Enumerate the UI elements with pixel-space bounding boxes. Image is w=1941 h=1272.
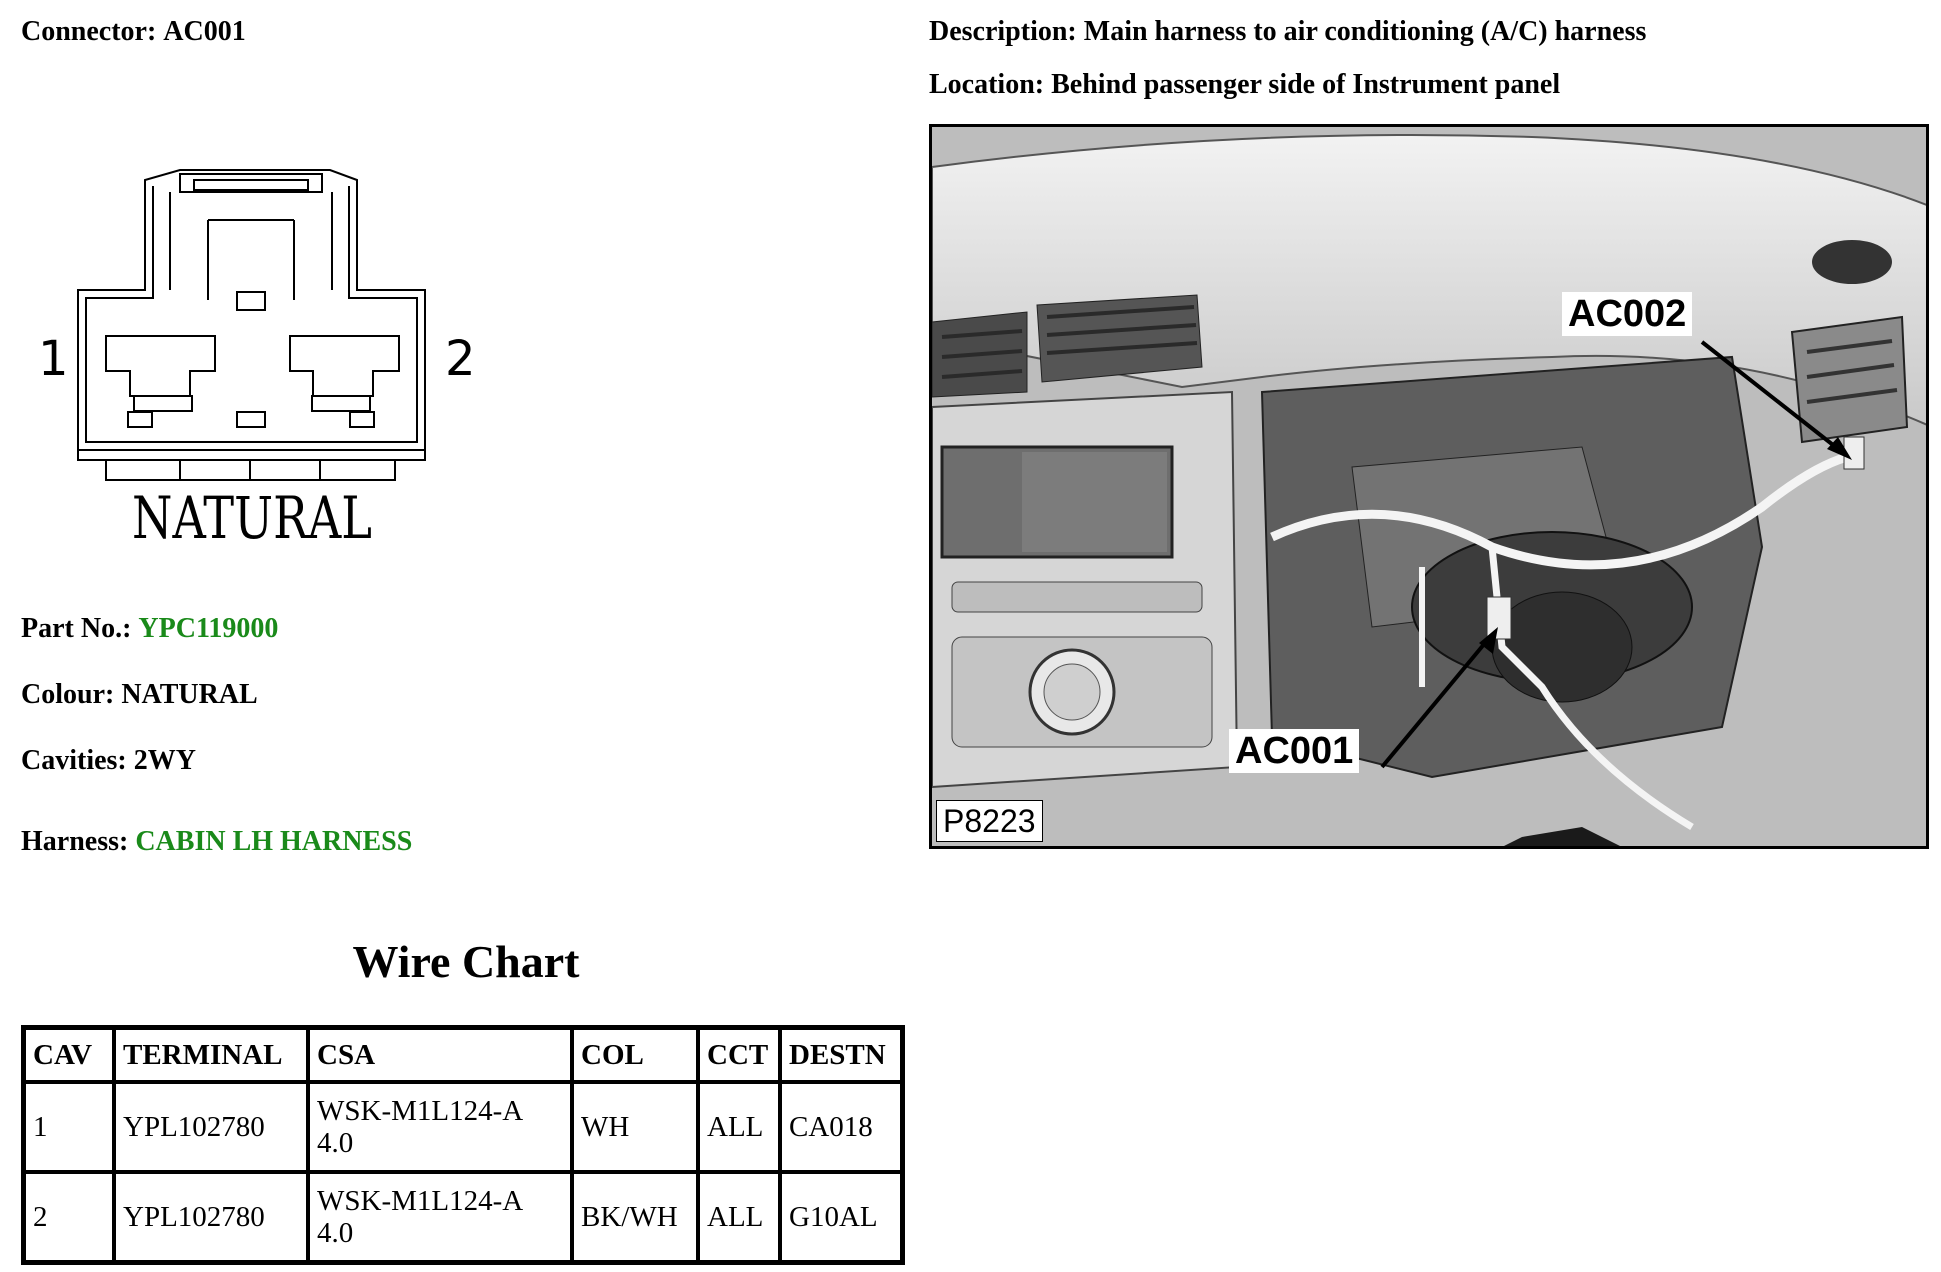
harness-line: [21, 826, 412, 858]
connector-value: AC001: [163, 16, 246, 47]
description-value: Main harness to air conditioning (A/C) harness: [1083, 16, 1647, 47]
col-header-terminal: TERMINAL: [114, 1028, 308, 1082]
cell-destn: CA018: [780, 1082, 902, 1172]
connector-line: [21, 16, 246, 48]
table-row: [24, 1172, 902, 1262]
cell-cct: ALL: [698, 1082, 780, 1172]
cell-terminal: YPL102780: [114, 1082, 308, 1172]
part-number-line: [21, 613, 278, 645]
cavities-line: [21, 745, 196, 777]
table-header-row: [24, 1028, 902, 1082]
cell-csa: WSK-M1L124-A 4.0: [308, 1172, 572, 1262]
instrument-panel-illustration: [932, 127, 1929, 849]
callout-ac001: AC001: [1229, 729, 1359, 773]
diagram-colour-caption: NATURAL: [132, 484, 372, 550]
col-header-cav: CAV: [24, 1028, 114, 1082]
harness-link[interactable]: CABIN LH HARNESS: [135, 826, 413, 857]
cell-cav: 2: [24, 1172, 114, 1262]
col-header-destn: DESTN: [780, 1028, 902, 1082]
connector-label: Connector:: [21, 16, 157, 47]
cell-cav: 1: [24, 1082, 114, 1172]
description-label: Description:: [929, 16, 1077, 47]
colour-line: [21, 679, 258, 711]
photo-reference-id: P8223: [936, 800, 1043, 842]
pin-2-label: 2: [445, 331, 476, 387]
colour-value: NATURAL: [121, 679, 258, 710]
cell-csa: WSK-M1L124-A 4.0: [308, 1082, 572, 1172]
col-header-csa: CSA: [308, 1028, 572, 1082]
cell-destn: G10AL: [780, 1172, 902, 1262]
description-line: [929, 16, 1646, 48]
location-value: Behind passenger side of Instrument panel: [1051, 69, 1561, 100]
table-row: [24, 1082, 902, 1172]
harness-label: Harness:: [21, 826, 129, 857]
location-photo: [929, 124, 1929, 849]
pin-1-label: 1: [38, 331, 69, 387]
wire-chart-title: Wire Chart: [352, 936, 580, 987]
location-label: Location:: [929, 69, 1045, 100]
colour-label: Colour:: [21, 679, 115, 710]
cell-terminal: YPL102780: [114, 1172, 308, 1262]
col-header-cct: CCT: [698, 1028, 780, 1082]
part-number-link[interactable]: YPC119000: [138, 613, 279, 644]
cavities-label: Cavities:: [21, 745, 127, 776]
callout-ac002: AC002: [1562, 292, 1692, 336]
col-header-col: COL: [572, 1028, 698, 1082]
wire-chart-table: [21, 1025, 905, 1265]
part-number-label: Part No.:: [21, 613, 132, 644]
location-line: [929, 69, 1560, 101]
connector-face-diagram: [30, 160, 500, 550]
cavities-value: 2WY: [133, 745, 196, 776]
cell-cct: ALL: [698, 1172, 780, 1262]
cell-col: BK/WH: [572, 1172, 698, 1262]
cell-col: WH: [572, 1082, 698, 1172]
